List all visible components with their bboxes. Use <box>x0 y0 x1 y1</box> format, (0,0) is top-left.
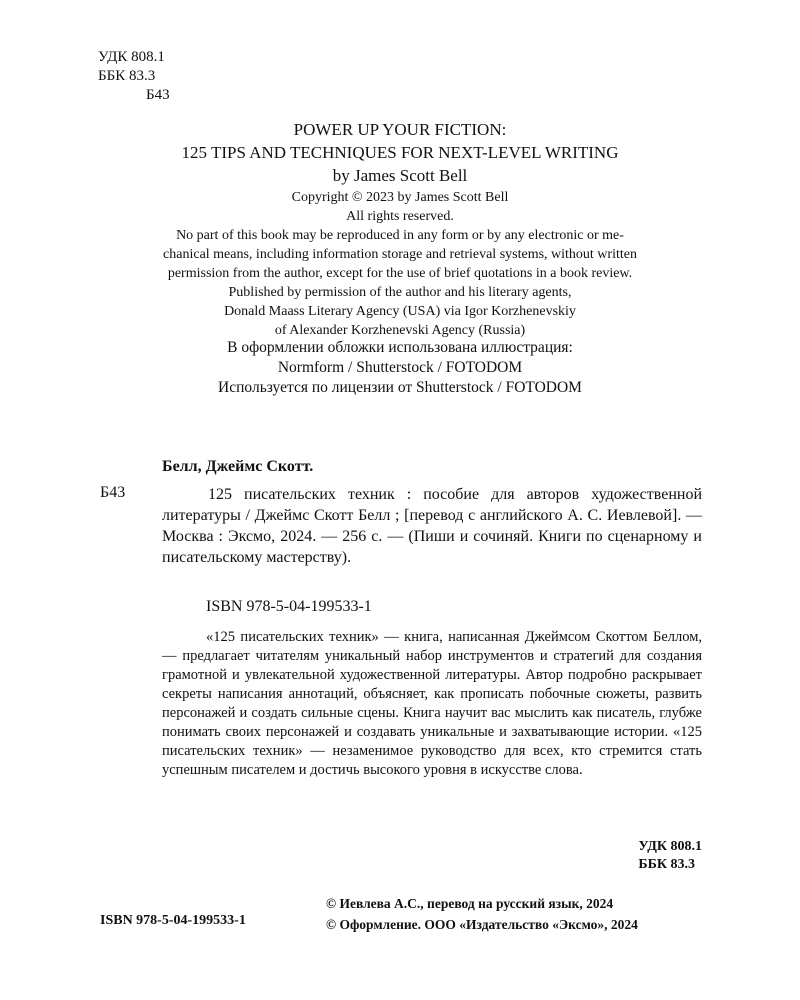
cover-credit-line: Используется по лицензии от Shutterstock / FOTODOM <box>218 379 582 396</box>
annotation-text: «125 писательских техник» — книга, написанная Джеймсом Скоттом Беллом, — предлагает читателям уникальный набор инструментов и стратегий для создания грамотной и увлекательной художественной литературы. Автор подробно раскрывает секреты написания аннотаций, объясняет, как прописать побочные сюжеты, развить персонажей и создать сильные сцены. Книга научит вас мыслить как писатель, глубже понимать своих персонажей и создавать уникальные и захватывающие истории. «125 писательских техник» — незаменимое руководство для всех, кто стремится стать успешным писателем и достичь высокого уровня в искусстве слова. <box>162 629 702 778</box>
udk-code: УДК 808.1 <box>98 49 165 65</box>
translation-copyright: © Иевлева А.С., перевод на русский язык, 2024 <box>326 896 614 911</box>
agency-line: Donald Maass Literary Agency (USA) via Igor Korzhenevskiy <box>224 304 576 319</box>
annotation-bbk: ББК 83.3 <box>638 857 696 872</box>
footer-isbn: ISBN 978-5-04-199533-1 <box>100 913 246 928</box>
bbk-code: ББК 83.3 <box>98 68 156 84</box>
cover-credit <box>100 338 700 398</box>
bibliographic-code: Б43 <box>100 484 126 501</box>
cover-credit-line: Normform / Shutterstock / FOTODOM <box>277 359 523 376</box>
agency-line: of Alexander Korzhenevski Agency (Russia) <box>274 323 526 338</box>
original-title-line1: POWER UP YOUR FICTION: <box>293 120 507 139</box>
copyright-line: Copyright © 2023 by James Scott Bell <box>291 190 509 205</box>
original-title-block <box>100 118 700 187</box>
bibliographic-description: 125 писательских техник : пособие для авторов художественной литературы / Джеймс Скотт Белл ; [перевод с английского А. С. Иевлевой]. — Москва : Эксмо, 2024. — 256 с. — (Пиши и сочиняй. Книги по сценарному и писательскому мастерству). <box>162 486 702 566</box>
design-copyright: © Оформление. ООО «Издательство «Эксмо», 2024 <box>326 917 638 932</box>
cover-credit-line: В оформлении обложки использована иллюстрация: <box>227 339 573 356</box>
classification-block <box>98 48 170 105</box>
reproduction-notice-line: permission from the author, except for the use of brief quotations in a book review. <box>167 266 633 281</box>
reproduction-notice-line: No part of this book may be reproduced in any form or by any electronic or me- <box>176 228 624 243</box>
footer-copyrights <box>326 893 638 935</box>
original-author-byline: by James Scott Bell <box>332 166 468 185</box>
annotation-classification <box>638 838 702 874</box>
copyright-notice <box>100 188 700 340</box>
original-title-line2: 125 TIPS AND TECHNIQUES FOR NEXT-LEVEL WRITING <box>181 143 619 162</box>
reproduction-notice-line: chanical means, including information storage and retrieval systems, without written <box>163 247 637 262</box>
author-code: Б43 <box>146 87 170 103</box>
bibliographic-author: Белл, Джеймс Скотт. <box>162 458 314 475</box>
annotation-udk: УДК 808.1 <box>638 839 702 854</box>
rights-reserved-line: All rights reserved. <box>346 209 454 224</box>
permission-line: Published by permission of the author and his literary agents, <box>228 285 572 300</box>
bibliographic-isbn: ISBN 978-5-04-199533-1 <box>206 598 372 615</box>
